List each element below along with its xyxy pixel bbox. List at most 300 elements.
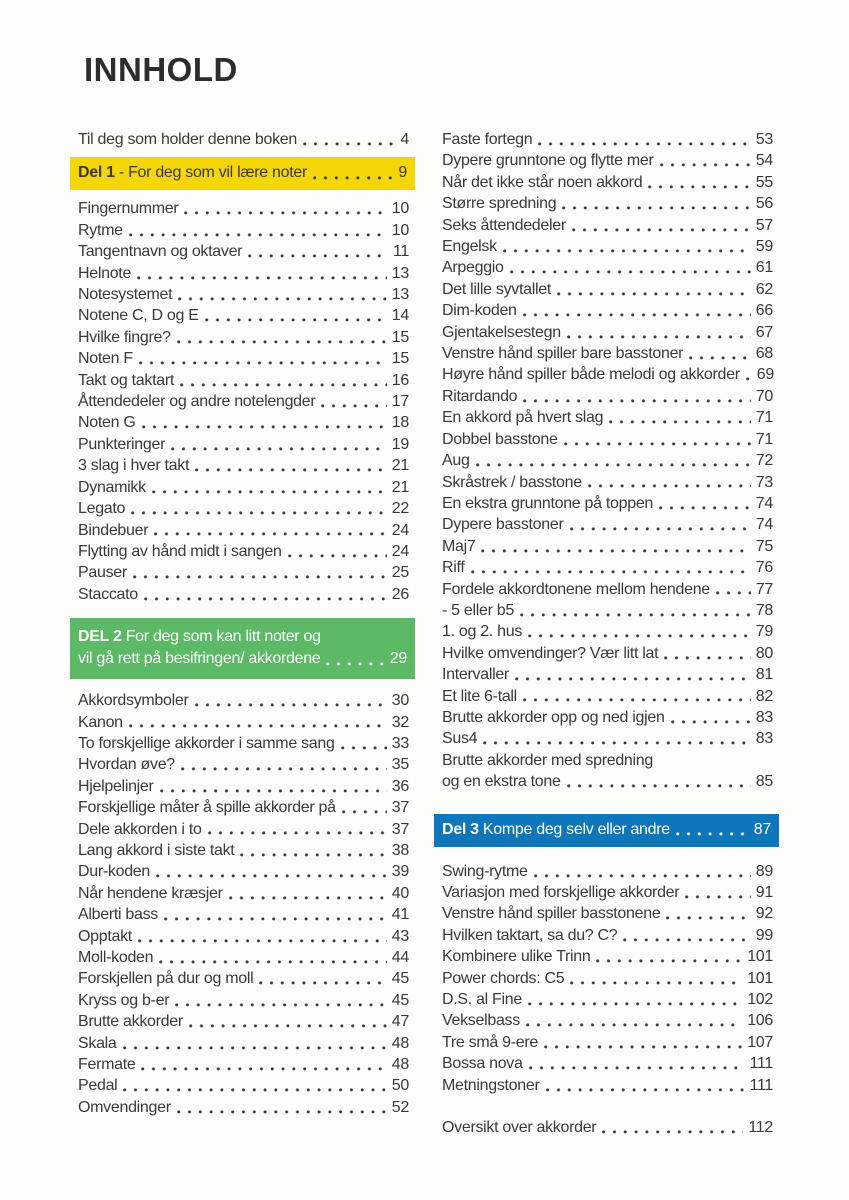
entry-page-number: 112 — [748, 1119, 773, 1137]
toc-entry — [78, 1054, 409, 1075]
toc-entry — [442, 279, 773, 300]
dot-leader — [137, 263, 387, 284]
entry-label: Kombinere ulike Trinn — [442, 948, 591, 966]
dot-leader — [180, 370, 387, 391]
entry-label: Lang akkord i siste takt — [78, 841, 235, 859]
dot-leader — [666, 903, 750, 924]
toc-entry — [442, 664, 773, 685]
entry-label: Når det ikke står noen akkord — [442, 173, 643, 191]
toc-entry — [78, 370, 409, 391]
entry-page-number: 45 — [391, 970, 409, 988]
toc-entry — [78, 733, 409, 754]
entry-label: Power chords: C5 — [442, 969, 565, 987]
entry-page-number: 61 — [755, 259, 773, 277]
dot-leader — [685, 882, 750, 903]
dot-leader — [288, 541, 387, 562]
entry-page-number: 21 — [391, 478, 409, 496]
dot-leader — [659, 493, 751, 514]
entry-label: Forskjellige måter å spille akkorder på — [78, 799, 336, 817]
dot-leader — [152, 477, 387, 498]
toc-entry — [78, 241, 409, 262]
entry-page-number: 82 — [755, 687, 773, 705]
entry-page-number: 68 — [755, 345, 773, 363]
dot-leader — [184, 198, 386, 219]
entry-page-number: 74 — [755, 516, 773, 534]
entry-label: Bindebuer — [78, 521, 149, 539]
dot-leader — [523, 386, 751, 407]
toc-entry — [442, 429, 773, 450]
dot-leader — [178, 284, 387, 305]
entry-page-number: 15 — [391, 328, 409, 346]
toc-entry — [78, 947, 409, 968]
entry-page-number: 33 — [391, 734, 409, 752]
entry-page-number: 9 — [398, 164, 407, 182]
entry-label: Variasjon med forskjellige akkorder — [442, 884, 680, 901]
entry-page-number: 48 — [391, 1034, 409, 1052]
entry-page-number: 17 — [391, 393, 409, 411]
dot-leader — [123, 1075, 386, 1096]
toc-entry — [78, 776, 409, 797]
entry-label: Riff — [442, 559, 465, 577]
entry-page-number: 30 — [391, 692, 409, 710]
entry-label: Hvilke fingre? — [78, 328, 171, 346]
entry-label: Alberti bass — [78, 906, 158, 924]
entry-page-number: 66 — [755, 302, 773, 320]
dot-leader — [144, 584, 387, 605]
entry-page-number: 75 — [755, 537, 773, 555]
toc-entry — [78, 1011, 409, 1032]
entry-label: Seks åttendedeler — [442, 216, 566, 234]
entry-page-number: 24 — [391, 521, 409, 539]
toc-entry — [78, 1033, 409, 1054]
entry-label: To forskjellige akkorder i samme sang — [78, 734, 335, 752]
dot-leader — [177, 327, 387, 348]
dot-leader — [676, 819, 749, 841]
entry-label: Moll-koden — [78, 949, 154, 966]
toc-entry — [442, 686, 773, 707]
dot-leader — [229, 883, 387, 904]
entry-page-number: 13 — [391, 264, 409, 282]
entry-label: Pauser — [78, 564, 127, 582]
entry-label: Kompe deg selv eller andre — [478, 820, 670, 838]
toc-entry — [78, 455, 409, 476]
entry-label: Fordele akkordtonene mellom hendene — [442, 580, 710, 598]
dot-leader — [139, 348, 387, 369]
entry-page-number: 37 — [391, 820, 409, 838]
entry-label: Akkordsymboler — [78, 692, 189, 710]
entry-label: Vekselbass — [442, 1012, 520, 1030]
entry-label: Fingernummer — [78, 200, 179, 218]
entry-label: For deg som kan litt noter og — [121, 628, 321, 646]
entry-page-number: 16 — [391, 371, 409, 389]
toc-entry — [442, 236, 773, 257]
entry-page-number: 44 — [391, 949, 409, 966]
column-spacer — [442, 1096, 773, 1117]
entry-label: Når hendene kræsjer — [78, 884, 223, 902]
entry-page-number: 111 — [749, 1076, 773, 1094]
entry-label: Oversikt over akkorder — [442, 1119, 597, 1137]
entry-page-number: 56 — [755, 195, 773, 213]
entry-label: Maj7 — [442, 537, 476, 555]
section-del-1 — [70, 157, 415, 190]
entry-label: vil gå rett på besifringen/ akkordene — [78, 650, 321, 668]
entry-label: Dur-koden — [78, 863, 151, 881]
dot-leader — [671, 707, 751, 728]
entry-page-number: 99 — [755, 926, 773, 944]
toc-entry — [442, 707, 773, 728]
entry-label: Noten F — [78, 350, 133, 368]
toc-left-column — [78, 129, 409, 1138]
entry-label: Sus4 — [442, 730, 478, 748]
entry-page-number: 81 — [755, 666, 773, 684]
toc-entry — [442, 557, 773, 578]
entry-page-number: 47 — [391, 1013, 409, 1031]
entry-label: Notene C, D og E — [78, 307, 199, 325]
dot-leader — [746, 364, 752, 385]
entry-page-number: 78 — [755, 601, 773, 619]
entry-page-number: 71 — [755, 409, 773, 427]
entry-page-number: 67 — [755, 323, 773, 341]
toc-entry — [78, 840, 409, 861]
toc-entry — [442, 536, 773, 557]
entry-page-number: 102 — [747, 991, 773, 1009]
toc-entry — [442, 322, 773, 343]
dot-leader — [664, 643, 751, 664]
dot-leader — [259, 968, 386, 989]
dot-leader — [557, 279, 751, 300]
toc-entry — [78, 327, 409, 348]
entry-label: Gjentakelsestegn — [442, 323, 561, 341]
entry-label: Til deg som holder denne boken — [78, 131, 298, 148]
dot-leader — [313, 162, 393, 184]
toc-entry — [78, 220, 409, 241]
dot-leader — [154, 520, 387, 541]
page-title: INNHOLD — [84, 51, 238, 88]
entry-page-number: 107 — [747, 1033, 773, 1051]
entry-page-number: 57 — [755, 216, 773, 234]
toc-entry — [442, 257, 773, 278]
entry-page-number: 45 — [391, 991, 409, 1009]
dot-leader — [570, 968, 742, 989]
entry-label: Omvendinger — [78, 1098, 171, 1116]
toc-entry — [442, 129, 773, 150]
entry-label: Hvilke omvendinger? Vær litt lat — [442, 644, 659, 662]
entry-page-number: 55 — [755, 173, 773, 191]
entry-label: Metningstoner — [442, 1076, 540, 1094]
dot-leader — [476, 450, 751, 471]
dot-leader — [175, 990, 387, 1011]
toc-entry — [442, 150, 773, 171]
dot-leader — [171, 434, 387, 455]
entry-page-number: 21 — [391, 457, 409, 475]
toc-entry — [442, 493, 773, 514]
toc-entry — [442, 1053, 773, 1074]
toc-entry — [78, 520, 409, 541]
dot-leader — [570, 514, 751, 535]
dot-leader — [648, 172, 751, 193]
entry-label: Dim-koden — [442, 302, 517, 320]
entry-label: Staccato — [78, 585, 138, 603]
entry-label: Større spredning — [442, 195, 557, 213]
dot-leader — [129, 220, 387, 241]
entry-page-number: 11 — [392, 243, 409, 261]
toc-entry — [78, 990, 409, 1011]
entry-label: En ekstra grunntone på toppen — [442, 494, 654, 512]
dot-leader — [208, 819, 387, 840]
toc-entry — [442, 579, 773, 600]
toc-entry — [442, 903, 773, 924]
toc-entry — [78, 712, 409, 733]
entry-page-number: 10 — [391, 200, 409, 218]
entry-label: Det lille syvtallet — [442, 280, 552, 298]
dot-leader — [240, 840, 386, 861]
dot-leader — [205, 305, 387, 326]
entry-page-number: 59 — [755, 238, 773, 256]
entry-label: Tre små 9-ere — [442, 1033, 538, 1051]
dot-leader — [526, 1010, 742, 1031]
entry-label: Helnote — [78, 264, 132, 282]
entry-label: Noten G — [78, 414, 136, 432]
toc-entry — [78, 129, 409, 150]
toc-entry — [442, 386, 773, 407]
entry-page-number: 50 — [391, 1077, 409, 1095]
entry-page-number: 101 — [747, 948, 773, 966]
toc-entry — [442, 300, 773, 321]
entry-page-number: 89 — [755, 862, 773, 880]
dot-leader — [596, 946, 742, 967]
entry-label: Åttendedeler og andre notelengder — [78, 393, 316, 411]
dot-leader — [689, 343, 751, 364]
entry-page-number: 72 — [755, 452, 773, 470]
dot-leader — [483, 728, 751, 749]
toc-entry — [78, 926, 409, 947]
entry-page-number: 87 — [753, 820, 771, 838]
toc-entry — [78, 754, 409, 775]
entry-page-number: 83 — [755, 730, 773, 748]
entry-page-number: 101 — [747, 969, 773, 987]
section-heading-line1 — [78, 626, 407, 648]
toc-entry — [78, 391, 409, 412]
entry-label: Arpeggio — [442, 259, 504, 277]
entry-page-number: 19 — [391, 435, 409, 453]
toc-entry — [442, 215, 773, 236]
toc-entry — [442, 728, 773, 749]
entry-page-number: 71 — [755, 430, 773, 448]
entry-page-number: 54 — [755, 152, 773, 170]
entry-label: Punkteringer — [78, 435, 166, 453]
entry-page-number: 13 — [391, 286, 409, 304]
entry-page-number: 36 — [391, 777, 409, 795]
dot-leader — [133, 562, 387, 583]
entry-label: Hvordan øve? — [78, 756, 175, 774]
entry-label: Engelsk — [442, 238, 497, 256]
entry-label: Dynamikk — [78, 478, 146, 496]
dot-leader — [623, 925, 750, 946]
toc-entry — [442, 600, 773, 621]
dot-leader — [141, 1054, 386, 1075]
dot-leader — [160, 776, 387, 797]
dot-leader — [546, 1075, 745, 1096]
entry-page-number: 76 — [755, 559, 773, 577]
entry-label: Dypere basstoner — [442, 516, 564, 534]
toc-entry — [442, 882, 773, 903]
dot-leader — [164, 904, 387, 925]
toc-entry — [78, 541, 409, 562]
entry-page-number: 69 — [756, 366, 774, 384]
dot-leader — [528, 989, 742, 1010]
toc-entry — [78, 968, 409, 989]
section-label-bold: Del 3 — [442, 820, 479, 838]
dot-leader — [481, 536, 750, 557]
entry-label: Venstre hånd spiller bare basstoner — [442, 345, 684, 363]
toc-entry — [78, 305, 409, 326]
section-del-2 — [70, 618, 415, 679]
entry-page-number: 85 — [755, 773, 773, 791]
toc-entry — [78, 861, 409, 882]
toc-entry — [78, 562, 409, 583]
dot-leader — [520, 600, 751, 621]
entry-label: Rytme — [78, 221, 123, 239]
toc-entry — [442, 989, 773, 1010]
entry-label: Faste fortegn — [442, 131, 533, 148]
entry-label: 1. og 2. hus — [442, 623, 523, 641]
entry-page-number: 10 — [391, 221, 409, 239]
entry-label: Dele akkorden i to — [78, 820, 202, 838]
dot-leader — [716, 579, 751, 600]
dot-leader — [181, 754, 387, 775]
entry-label: Skråstrek / basstone — [442, 473, 582, 491]
entry-page-number: 22 — [391, 500, 409, 518]
entry-label: - 5 eller b5 — [442, 601, 514, 619]
entry-label: Opptakt — [78, 927, 132, 945]
entry-page-number: 48 — [391, 1056, 409, 1074]
entry-page-number: 24 — [391, 542, 409, 560]
dot-leader — [142, 412, 387, 433]
section-heading — [442, 819, 771, 841]
dot-leader — [123, 1033, 387, 1054]
toc-entry — [442, 1075, 773, 1096]
dot-leader — [159, 947, 387, 968]
dot-leader — [562, 193, 750, 214]
section-del-3 — [434, 814, 779, 847]
toc-entry — [442, 946, 773, 967]
entry-page-number: 14 — [391, 307, 409, 325]
entry-label: Brutte akkorder med spredning — [442, 751, 653, 769]
entry-page-number: 79 — [755, 623, 773, 641]
entry-page-number: 25 — [391, 564, 409, 582]
entry-label: Fermate — [78, 1056, 136, 1074]
dot-leader — [523, 300, 751, 321]
entry-page-number: 18 — [391, 414, 409, 432]
dot-leader — [326, 648, 384, 670]
dot-leader — [189, 1011, 387, 1032]
dot-leader — [515, 664, 751, 685]
entry-label: 3 slag i hver takt — [78, 457, 190, 475]
toc-entry — [78, 284, 409, 305]
dot-leader — [131, 498, 387, 519]
dot-leader — [602, 1117, 743, 1138]
entry-label: og en ekstra tone — [442, 773, 561, 791]
entry-label: Kryss og b-er — [78, 991, 170, 1009]
entry-page-number: 73 — [755, 473, 773, 491]
dot-leader — [544, 1032, 742, 1053]
toc-entry — [442, 514, 773, 535]
entry-label: Brutte akkorder — [78, 1013, 183, 1031]
toc-columns — [78, 129, 773, 1138]
toc-entry — [78, 819, 409, 840]
dot-leader — [303, 129, 395, 150]
entry-page-number: 74 — [755, 494, 773, 512]
toc-entry — [442, 1032, 773, 1053]
entry-page-number: 35 — [391, 756, 409, 774]
entry-page-number: 38 — [391, 841, 409, 859]
entry-page-number: 91 — [755, 884, 773, 901]
toc-entry — [442, 861, 773, 882]
entry-label: Legato — [78, 500, 126, 518]
entry-label: Ritardando — [442, 387, 518, 405]
toc-entry — [78, 263, 409, 284]
dot-leader — [564, 429, 751, 450]
toc-entry — [78, 477, 409, 498]
dot-leader — [195, 455, 387, 476]
dot-leader — [567, 771, 751, 792]
toc-entry — [78, 412, 409, 433]
section-heading-line2 — [78, 648, 407, 670]
entry-page-number: 26 — [391, 585, 409, 603]
dot-leader — [538, 129, 750, 150]
toc-entry — [78, 348, 409, 369]
entry-label: Et lite 6-tall — [442, 687, 517, 705]
entry-page-number: 111 — [749, 1055, 773, 1073]
toc-right-column — [442, 129, 773, 1138]
entry-label: Intervaller — [442, 666, 509, 684]
entry-label: Takt og taktart — [78, 371, 174, 389]
dot-leader — [572, 215, 751, 236]
entry-page-number: 53 — [755, 131, 773, 148]
toc-entry — [78, 434, 409, 455]
toc-entry — [78, 797, 409, 818]
dot-leader — [341, 733, 387, 754]
dot-leader — [567, 322, 751, 343]
section-heading — [78, 162, 407, 184]
entry-label: Aug — [442, 452, 470, 470]
toc-entry — [442, 1117, 773, 1138]
entry-label: Hjelpelinjer — [78, 777, 154, 795]
toc-entry — [442, 968, 773, 989]
entry-label: Dobbel basstone — [442, 430, 558, 448]
toc-entry — [442, 643, 773, 664]
dot-leader — [534, 861, 751, 882]
toc-entry — [442, 472, 773, 493]
entry-page-number: 39 — [391, 863, 409, 881]
entry-label: Dypere grunntone og flytte mer — [442, 152, 654, 170]
dot-leader — [510, 257, 751, 278]
toc-entry — [442, 925, 773, 946]
entry-page-number: 15 — [391, 350, 409, 368]
dot-leader — [156, 861, 387, 882]
toc-entry — [78, 584, 409, 605]
entry-label: - For deg som vil lære noter — [114, 164, 308, 182]
entry-page-number: 106 — [747, 1012, 773, 1030]
entry-page-number: 62 — [755, 280, 773, 298]
entry-page-number: 40 — [391, 884, 409, 902]
entry-label: Venstre hånd spiller basstonene — [442, 905, 661, 923]
entry-page-number: 32 — [391, 713, 409, 731]
dot-leader — [177, 1097, 387, 1118]
section-label-bold: Del 1 — [78, 164, 115, 182]
toc-entry — [442, 193, 773, 214]
entry-page-number: 43 — [391, 927, 409, 945]
